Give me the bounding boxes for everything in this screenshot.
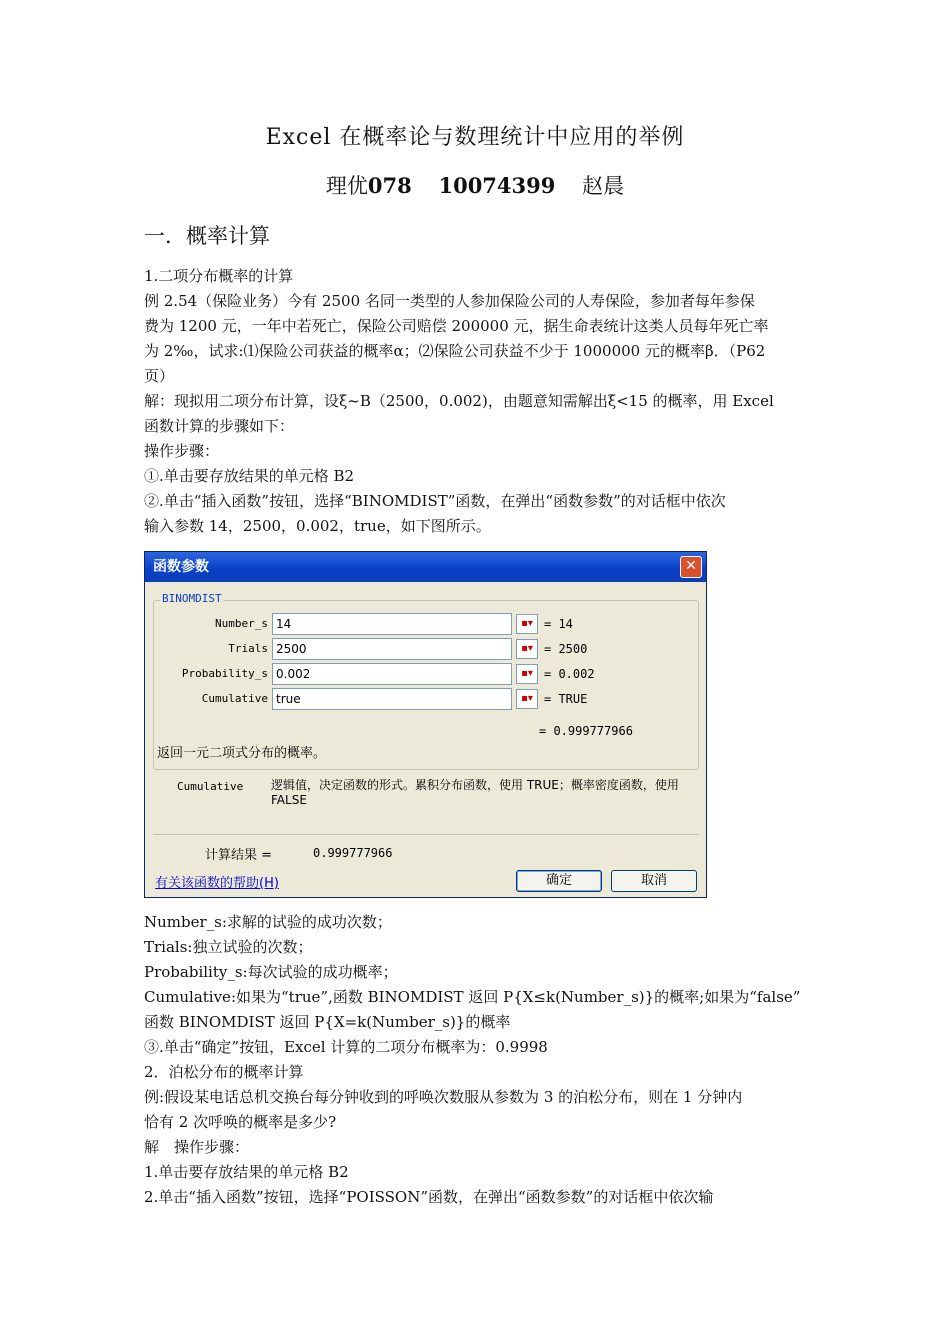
help-link[interactable]: 有关该函数的帮助(H)	[155, 876, 279, 891]
result-value: 0.999777966	[313, 846, 393, 860]
param-result: = 2500	[544, 642, 588, 656]
divider	[153, 834, 699, 835]
collapse-dialog-icon[interactable]: ▪▾	[516, 664, 538, 684]
function-name-label: BINOMDIST	[162, 592, 222, 605]
paragraph-line: ③.单击“确定”按钮，Excel 计算的二项分布概率为：0.9998	[144, 1038, 548, 1056]
param-label: Probability_s	[181, 667, 268, 680]
paragraph-line: 2．泊松分布的概率计算	[144, 1063, 304, 1081]
param-description-name: Cumulative	[177, 780, 244, 793]
paragraph-line: 例:假设某电话总机交换台每分钟收到的呼唤次数服从参数为 3 的泊松分布，则在 1 分钟内	[144, 1088, 743, 1106]
paragraph-line: 输入参数 14，2500，0.002，true，如下图所示。	[144, 517, 491, 535]
ok-button[interactable]: 确定	[516, 870, 602, 892]
paragraph-line: 2.单击“插入函数”按钮，选择“POISSON”函数，在弹出“函数参数”的对话框中依次输	[144, 1188, 714, 1206]
cancel-button[interactable]: 取消	[611, 870, 697, 892]
paragraph-line: 1.单击要存放结果的单元格 B2	[144, 1163, 349, 1181]
function-description: 返回一元二项式分布的概率。	[157, 746, 327, 761]
paragraph-line: 解 操作步骤：	[144, 1138, 250, 1156]
dialog-title: 函数参数	[153, 559, 209, 575]
param-result: = TRUE	[544, 692, 588, 706]
paragraph-line: Probability_s:每次试验的成功概率；	[144, 963, 398, 981]
param-row-probability-s	[154, 663, 700, 685]
paragraph-line: ①.单击要存放结果的单元格 B2	[144, 467, 355, 485]
cumulative-input[interactable]: true	[272, 688, 512, 710]
param-label: Trials	[228, 642, 268, 655]
paragraph-line: 例 2.54（保险业务）今有 2500 名同一类型的人参加保险公司的人寿保险，参加者每年参保	[144, 292, 755, 310]
collapse-dialog-icon[interactable]: ▪▾	[516, 639, 538, 659]
paragraph-line: 费为 1200 元，一年中若死亡，保险公司赔偿 200000 元，据生命表统计这类人员每年死亡率	[144, 317, 769, 335]
subtitle-prefix: 理优	[325, 174, 368, 198]
paragraph-line: Trials:独立试验的次数；	[144, 938, 313, 956]
collapse-dialog-icon[interactable]: ▪▾	[516, 689, 538, 709]
subtitle-class: 078	[367, 173, 412, 198]
paragraph-line: Cumulative:如果为“true”,函数 BINOMDIST 返回 P{X≤k(Number_s)}的概率;如果为“false”	[144, 988, 801, 1006]
number-s-input[interactable]: 14	[272, 613, 512, 635]
body-text-block-2	[144, 910, 810, 1210]
param-result: = 0.002	[544, 667, 595, 681]
paragraph-line: 函数 BINOMDIST 返回 P{X=k(Number_s)}的概率	[144, 1013, 511, 1031]
doc-title: Excel 在概率论与数理统计中应用的举例	[265, 125, 685, 150]
param-row-cumulative	[154, 688, 700, 710]
param-row-trials	[154, 638, 700, 660]
dialog-titlebar[interactable]	[145, 552, 706, 582]
subtitle-name: 赵晨	[582, 174, 625, 198]
param-label: Number_s	[215, 617, 268, 630]
probability-s-input[interactable]: 0.002	[272, 663, 512, 685]
section-heading: 一．概率计算	[144, 224, 270, 248]
collapse-dialog-icon[interactable]: ▪▾	[516, 614, 538, 634]
param-description-text: 逻辑值，决定函数的形式。累积分布函数，使用 TRUE；概率密度函数，使用 FALSE	[271, 778, 679, 807]
paragraph-line: ②.单击“插入函数”按钮，选择“BINOMDIST”函数，在弹出“函数参数”的对话框中依次	[144, 492, 726, 510]
subtitle-id: 10074399	[438, 173, 556, 198]
function-arguments-dialog	[144, 551, 707, 898]
close-icon[interactable]: ✕	[680, 556, 702, 578]
paragraph-line: 页）	[144, 367, 175, 385]
body-text-block-1	[144, 264, 810, 539]
paragraph-line: 1.二项分布概率的计算	[144, 267, 294, 285]
param-label: Cumulative	[201, 692, 268, 705]
param-row-number-s	[154, 613, 700, 635]
paragraph-line: 操作步骤：	[144, 442, 220, 460]
trials-input[interactable]: 2500	[272, 638, 512, 660]
paragraph-line: Number_s:求解的试验的成功次数；	[144, 913, 392, 931]
paragraph-line: 解：现拟用二项分布计算，设ξ~B（2500，0.002)，由题意知需解出ξ<15 的概率，用 Excel	[144, 392, 774, 410]
param-result: = 14	[544, 617, 573, 631]
overall-result: = 0.999777966	[539, 724, 633, 738]
paragraph-line: 为 2‰，试求:⑴保险公司获益的概率α；⑵保险公司获益不少于 1000000 元的概率β．（P62	[144, 342, 766, 360]
result-label: 计算结果 =	[205, 848, 273, 863]
doc-subtitle	[0, 170, 950, 200]
paragraph-line: 函数计算的步骤如下：	[144, 417, 295, 435]
paragraph-line: 恰有 2 次呼唤的概率是多少?	[144, 1113, 337, 1131]
